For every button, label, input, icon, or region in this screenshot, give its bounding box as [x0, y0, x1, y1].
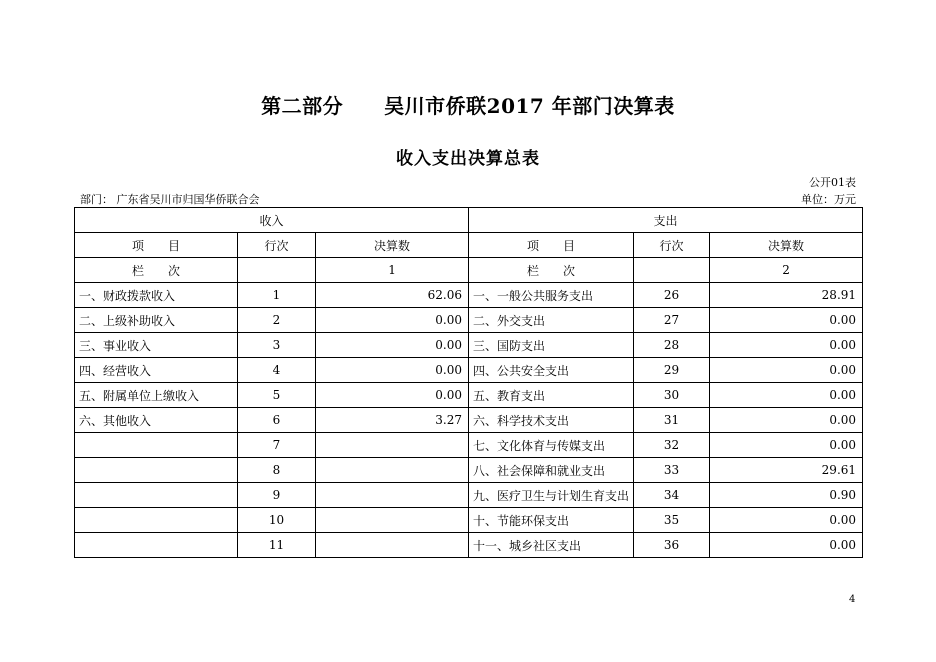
- income-col-number: 1: [316, 258, 469, 283]
- expense-amount-cell: 0.00: [710, 433, 863, 458]
- expense-row-label: 栏 次: [469, 258, 634, 283]
- income-item-cell: [75, 483, 238, 508]
- income-line-cell: 7: [238, 433, 316, 458]
- expense-amount-cell: 0.00: [710, 358, 863, 383]
- income-amount-cell: 0.00: [316, 333, 469, 358]
- expense-amount-cell: 0.00: [710, 383, 863, 408]
- expense-item-cell: 二、外交支出: [469, 308, 634, 333]
- table-title: 收入支出决算总表: [396, 149, 540, 169]
- income-row-label: 栏 次: [75, 258, 238, 283]
- expense-amount-cell: 29.61: [710, 458, 863, 483]
- expense-item-cell: 九、医疗卫生与计划生育支出: [469, 483, 634, 508]
- table-row: [75, 533, 863, 558]
- income-header: 收入: [75, 208, 469, 233]
- income-item-cell: 二、上级补助收入: [75, 308, 238, 333]
- expense-line-cell: 27: [634, 308, 710, 333]
- table-row: [75, 408, 863, 433]
- expense-item-cell: 五、教育支出: [469, 383, 634, 408]
- expense-amount-cell: 0.00: [710, 533, 863, 558]
- expense-amount-cell: 0.00: [710, 508, 863, 533]
- income-amount-cell: [316, 533, 469, 558]
- table-row: [75, 283, 863, 308]
- expense-item-cell: 七、文化体育与传媒支出: [469, 433, 634, 458]
- table-row: [75, 508, 863, 533]
- expense-item-cell: 十、节能环保支出: [469, 508, 634, 533]
- income-amount-cell: 0.00: [316, 358, 469, 383]
- expense-item-cell: 六、科学技术支出: [469, 408, 634, 433]
- form-number: 公开01表: [809, 176, 856, 189]
- expense-item-header: 项 目: [469, 233, 634, 258]
- expense-item-cell: 四、公共安全支出: [469, 358, 634, 383]
- column-header-row: [75, 233, 863, 258]
- income-amount-cell: 62.06: [316, 283, 469, 308]
- income-line-cell: 8: [238, 458, 316, 483]
- expense-line-cell: 35: [634, 508, 710, 533]
- expense-amount-cell: 0.00: [710, 333, 863, 358]
- expense-amount-cell: 0.00: [710, 408, 863, 433]
- expense-item-cell: 八、社会保障和就业支出: [469, 458, 634, 483]
- expense-line-cell: 31: [634, 408, 710, 433]
- income-item-cell: [75, 433, 238, 458]
- income-item-cell: 一、财政拨款收入: [75, 283, 238, 308]
- income-amount-header: 决算数: [316, 233, 469, 258]
- income-amount-cell: [316, 433, 469, 458]
- income-line-cell: 1: [238, 283, 316, 308]
- income-line-cell: 11: [238, 533, 316, 558]
- expense-line-cell: 26: [634, 283, 710, 308]
- income-item-cell: [75, 533, 238, 558]
- budget-table-body: [75, 208, 863, 558]
- table-row: [75, 333, 863, 358]
- unit-label: 单位：万元: [801, 193, 856, 206]
- column-number-row: [75, 258, 863, 283]
- page-title: 第二部分 吴川市侨联2017 年部门决算表: [261, 94, 675, 118]
- income-line-header: 行次: [238, 233, 316, 258]
- expense-item-cell: 十一、城乡社区支出: [469, 533, 634, 558]
- table-row: [75, 483, 863, 508]
- expense-line-cell: 30: [634, 383, 710, 408]
- income-line-cell: 6: [238, 408, 316, 433]
- expense-item-cell: 三、国防支出: [469, 333, 634, 358]
- table-row: [75, 433, 863, 458]
- expense-line-cell: 34: [634, 483, 710, 508]
- expense-line-cell: 36: [634, 533, 710, 558]
- expense-amount-cell: 0.00: [710, 308, 863, 333]
- expense-line-blank: [634, 258, 710, 283]
- expense-item-cell: 一、一般公共服务支出: [469, 283, 634, 308]
- expense-line-header: 行次: [634, 233, 710, 258]
- section-header-row: [75, 208, 863, 233]
- expense-line-cell: 32: [634, 433, 710, 458]
- income-line-cell: 5: [238, 383, 316, 408]
- department-label: 部门： 广东省吴川市归国华侨联合会: [80, 193, 260, 206]
- income-item-cell: [75, 508, 238, 533]
- income-amount-cell: 0.00: [316, 383, 469, 408]
- income-item-cell: [75, 458, 238, 483]
- income-line-cell: 2: [238, 308, 316, 333]
- expense-line-cell: 33: [634, 458, 710, 483]
- table-row: [75, 308, 863, 333]
- table-row: [75, 458, 863, 483]
- table-row: [75, 383, 863, 408]
- income-amount-cell: 3.27: [316, 408, 469, 433]
- expense-col-number: 2: [710, 258, 863, 283]
- income-line-cell: 3: [238, 333, 316, 358]
- page-number: 4: [849, 594, 856, 605]
- income-amount-cell: 0.00: [316, 308, 469, 333]
- income-item-cell: 三、事业收入: [75, 333, 238, 358]
- income-amount-cell: [316, 458, 469, 483]
- income-item-header: 项 目: [75, 233, 238, 258]
- expense-line-cell: 29: [634, 358, 710, 383]
- expense-amount-header: 决算数: [710, 233, 863, 258]
- income-amount-cell: [316, 483, 469, 508]
- income-amount-cell: [316, 508, 469, 533]
- table-row: [75, 358, 863, 383]
- expense-line-cell: 28: [634, 333, 710, 358]
- expense-header: 支出: [469, 208, 863, 233]
- income-item-cell: 六、其他收入: [75, 408, 238, 433]
- income-line-blank: [238, 258, 316, 283]
- income-line-cell: 4: [238, 358, 316, 383]
- budget-table: [74, 207, 863, 558]
- income-item-cell: 五、附属单位上缴收入: [75, 383, 238, 408]
- income-line-cell: 9: [238, 483, 316, 508]
- income-item-cell: 四、经营收入: [75, 358, 238, 383]
- expense-amount-cell: 0.90: [710, 483, 863, 508]
- income-line-cell: 10: [238, 508, 316, 533]
- expense-amount-cell: 28.91: [710, 283, 863, 308]
